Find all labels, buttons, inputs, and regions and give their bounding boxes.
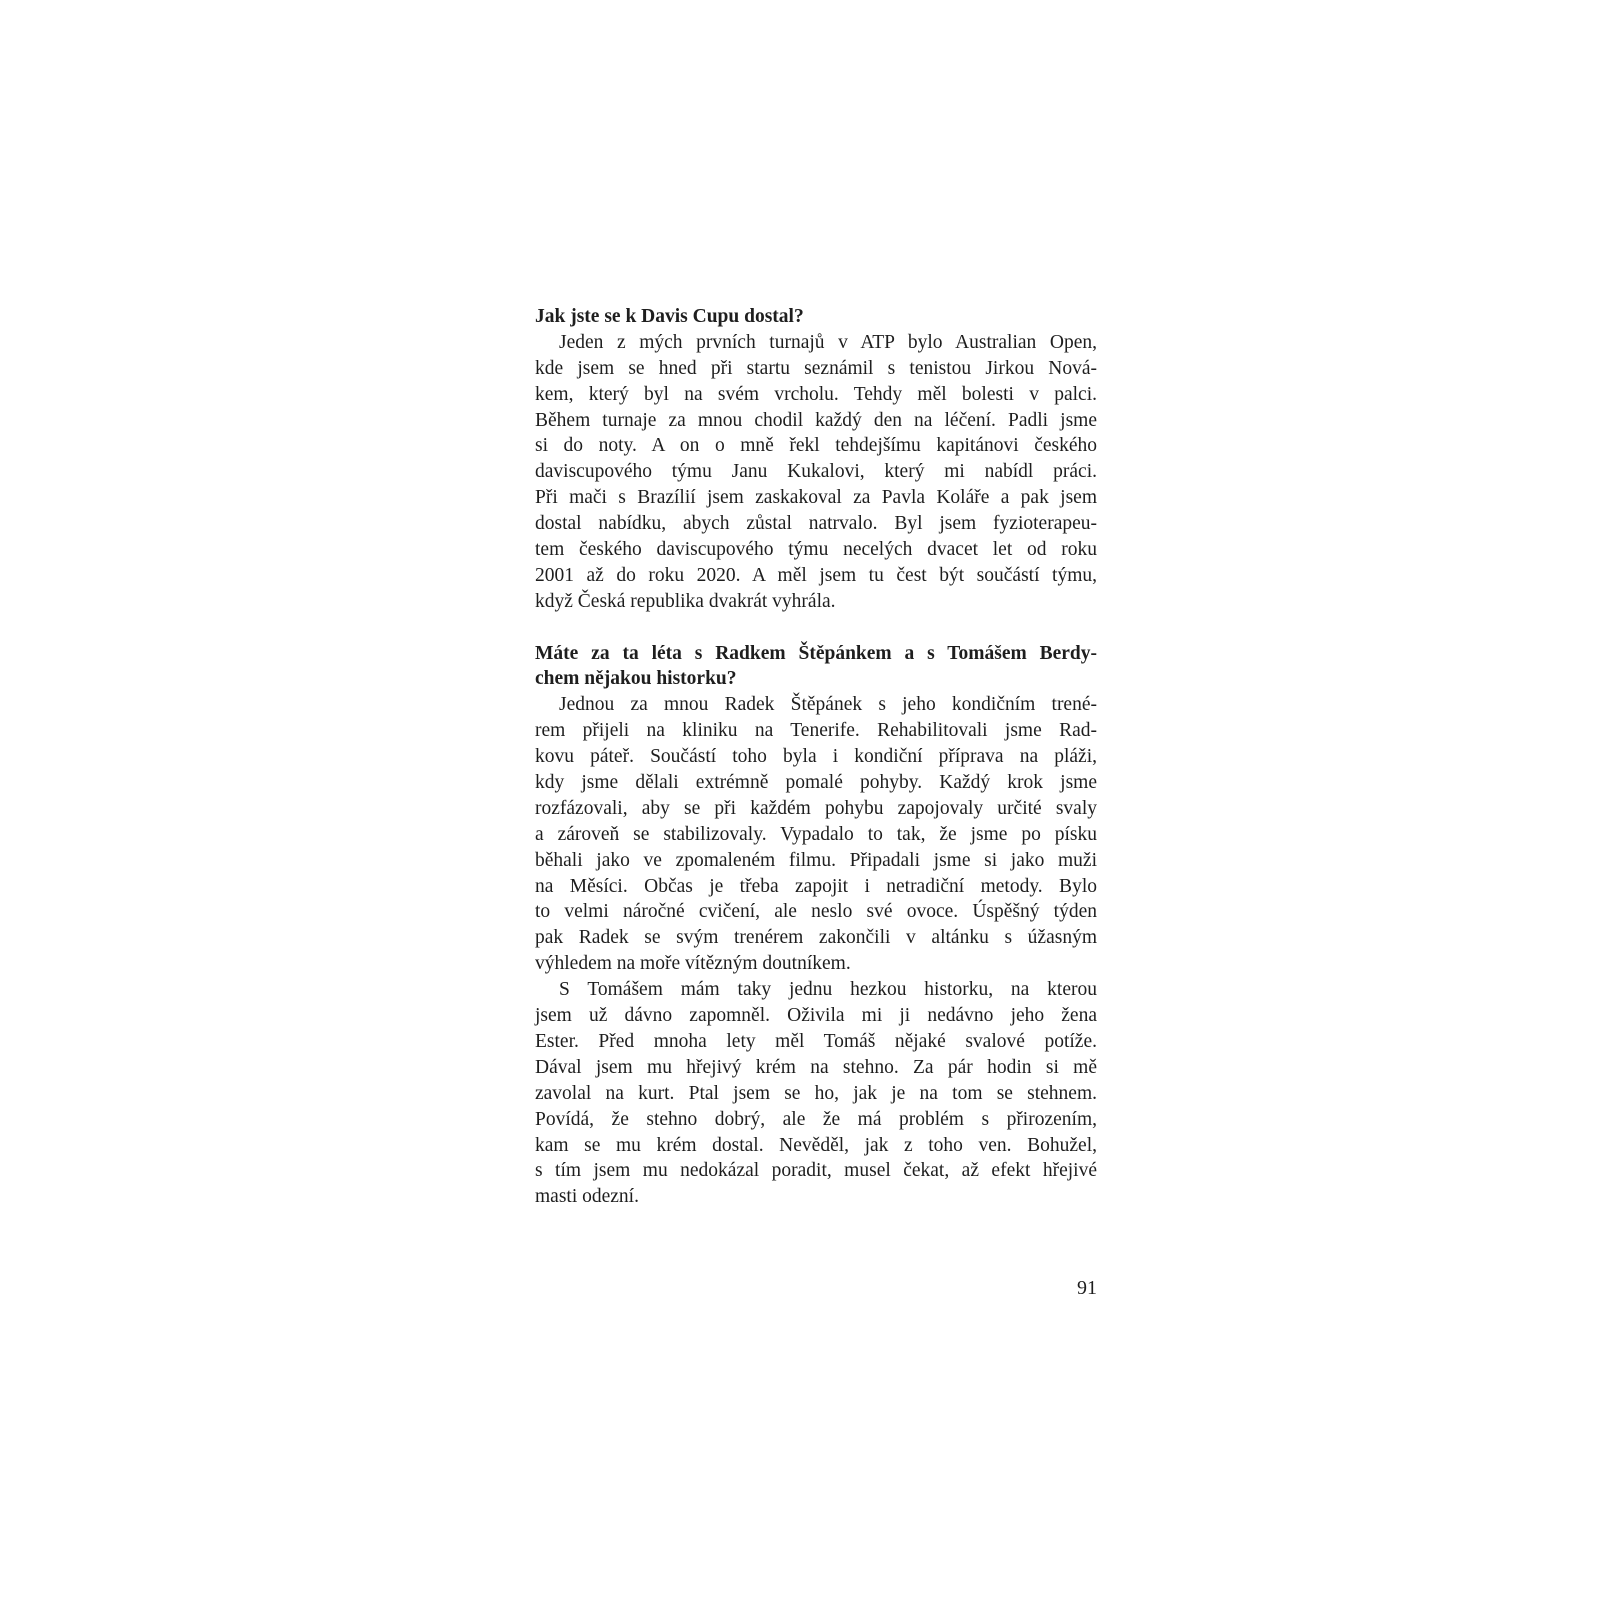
text-line: výhledem na moře vítězným doutníkem. [535, 953, 851, 975]
text-line: S Tomášem mám taky jednu hezkou historku, na kterou [559, 979, 1097, 1001]
text-line: a zároveň se stabilizovaly. Vypadalo to tak, že jsme po písku [535, 823, 1097, 845]
text-line: kde jsem se hned při startu seznámil s tenistou Jirkou Nová- [535, 357, 1097, 379]
text-line: Dával jsem mu hřejivý krém na stehno. Za pár hodin si mě [535, 1056, 1097, 1078]
section-heading [535, 641, 1097, 693]
text-line: to velmi náročné cvičení, ale neslo své ovoce. Úspěšný týden [535, 901, 1097, 923]
page-text [535, 304, 1097, 1210]
text-line: tem českého daviscupového týmu necelých dvacet let od roku [535, 539, 1097, 561]
text-line: běhali jako ve zpomaleném filmu. Připadali jsme si jako muži [535, 849, 1097, 871]
text-line: kem, který byl na svém vrcholu. Tehdy měl bolesti v palci. [535, 383, 1097, 405]
text-line: zavolal na kurt. Ptal jsem se ho, jak je na tom se stehnem. [535, 1082, 1097, 1104]
page-number: 91 [1077, 1277, 1097, 1299]
text-line: Jednou za mnou Radek Štěpánek s jeho kondičním trené- [559, 694, 1097, 716]
text-line: masti odezní. [535, 1186, 639, 1208]
text-line: na Měsíci. Občas je třeba zapojit i netradiční metody. Bylo [535, 875, 1097, 897]
heading-line: Jak jste se k Davis Cupu dostal? [535, 306, 804, 327]
text-line: když Česká republika dvakrát vyhrála. [535, 590, 836, 612]
text-line: kam se mu krém dostal. Nevěděl, jak z toho ven. Bohužel, [535, 1134, 1097, 1156]
paragraph [535, 330, 1097, 615]
section-heading [535, 304, 1097, 330]
paragraph [535, 692, 1097, 977]
text-line: daviscupového týmu Janu Kukalovi, který mi nabídl práci. [535, 461, 1097, 483]
text-line: jsem už dávno zapomněl. Oživila mi ji nedávno jeho žena [535, 1005, 1097, 1027]
text-line: kovu páteř. Součástí toho byla i kondiční příprava na pláži, [535, 746, 1097, 768]
text-line: Povídá, že stehno dobrý, ale že má problém s přirozením, [535, 1108, 1097, 1130]
text-line: Při mači s Brazílií jsem zaskakoval za Pavla Koláře a pak jsem [535, 487, 1097, 509]
text-line: si do noty. A on o mně řekl tehdejšímu kapitánovi českého [535, 435, 1097, 457]
text-line: 2001 až do roku 2020. A měl jsem tu čest být součástí týmu, [535, 564, 1097, 586]
text-line: kdy jsme dělali extrémně pomalé pohyby. Každý krok jsme [535, 772, 1097, 794]
text-line: Ester. Před mnoha lety měl Tomáš nějaké svalové potíže. [535, 1030, 1097, 1052]
text-line: dostal nabídku, abych zůstal natrvalo. Byl jsem fyzioterapeu- [535, 513, 1097, 535]
section-gap [535, 615, 1097, 641]
text-line: Během turnaje za mnou chodil každý den na léčení. Padli jsme [535, 409, 1097, 431]
text-line: rozfázovali, aby se při každém pohybu zapojovaly určité svaly [535, 797, 1097, 819]
text-line: s tím jsem mu nedokázal poradit, musel čekat, až efekt hřejivé [535, 1160, 1097, 1182]
heading-line: chem nějakou historku? [535, 668, 737, 690]
text-line: pak Radek se svým trenérem zakončili v altánku s úžasným [535, 927, 1097, 949]
text-line: Jeden z mých prvních turnajů v ATP bylo Australian Open, [559, 331, 1097, 353]
paragraph [535, 977, 1097, 1210]
heading-line: Máte za ta léta s Radkem Štěpánkem a s Tomášem Berdy- [535, 642, 1097, 664]
text-line: rem přijeli na kliniku na Tenerife. Rehabilitovali jsme Rad- [535, 720, 1097, 742]
